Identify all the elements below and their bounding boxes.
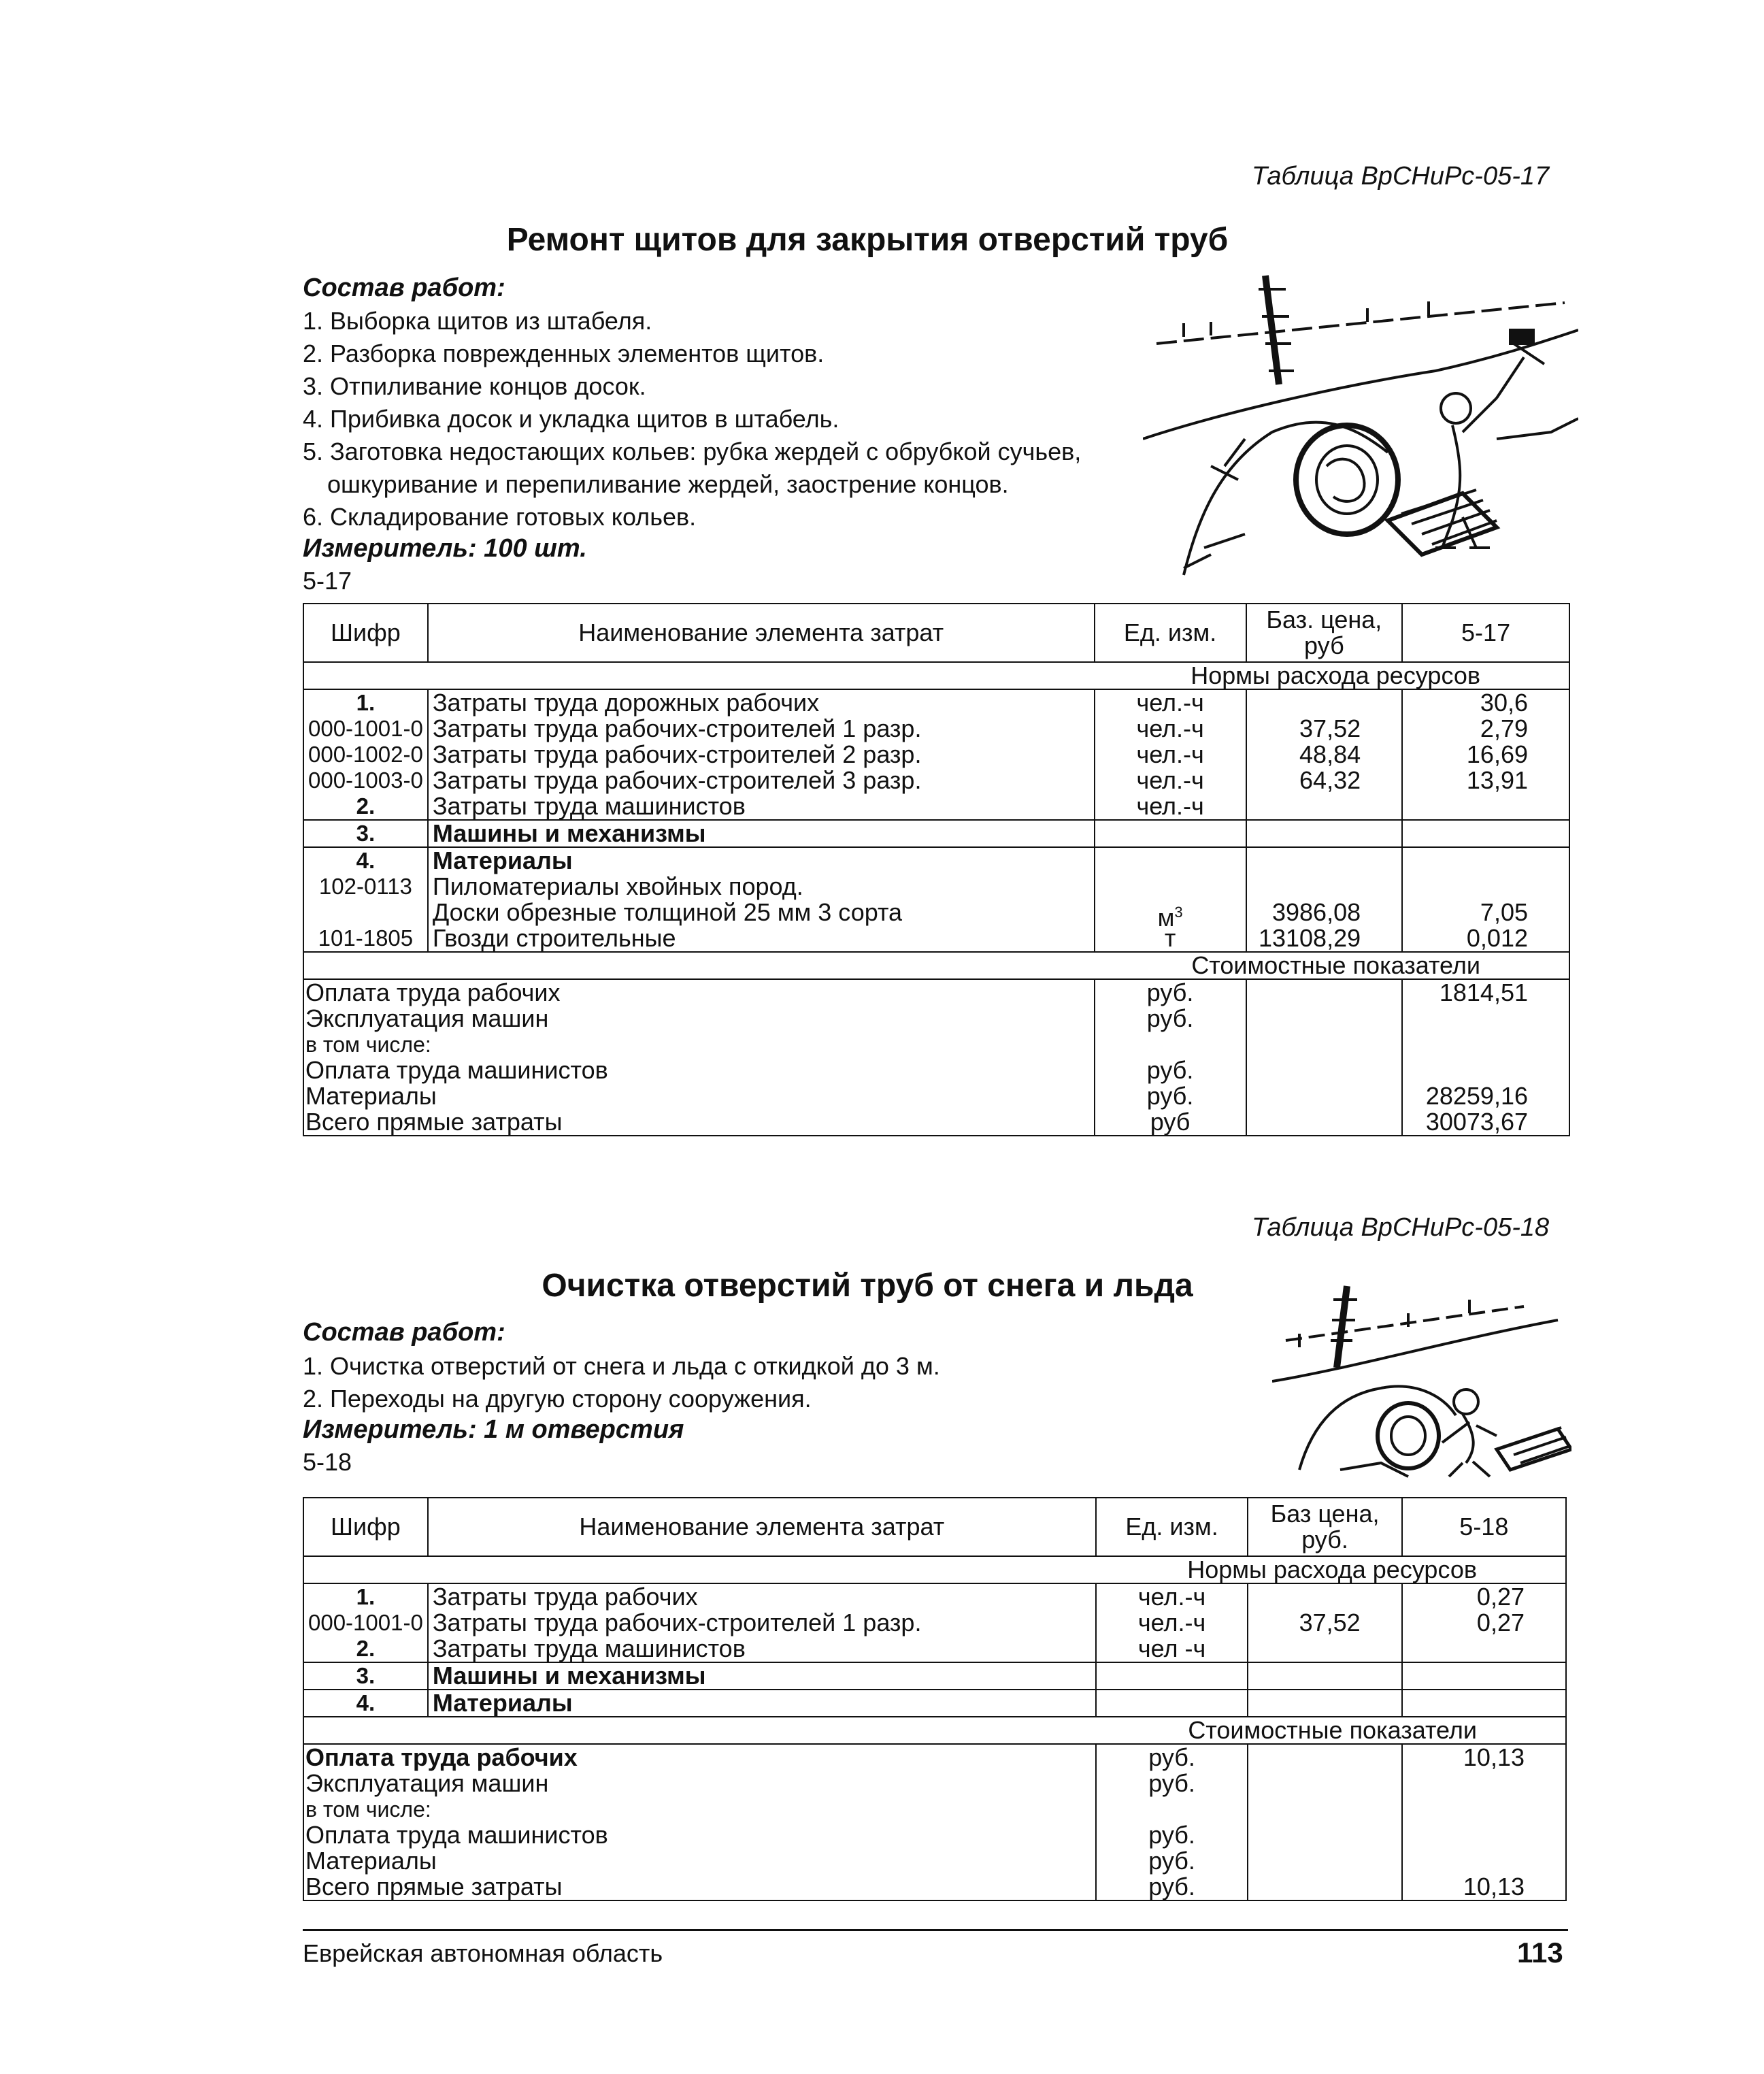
footer-region: Еврейская автономная область bbox=[303, 1939, 663, 1967]
row-code: 4. bbox=[356, 848, 376, 873]
cost-name: Эксплуатация машин bbox=[305, 1004, 549, 1032]
work-item: 1. Очистка отверстий от снега и льда с откидкой до 3 м. bbox=[303, 1352, 940, 1380]
row-price bbox=[1251, 690, 1361, 716]
row-price: 37,52 bbox=[1299, 1609, 1361, 1636]
norm-units bbox=[1096, 1583, 1248, 1662]
cost-value bbox=[1407, 1771, 1525, 1796]
header-price-line2: руб bbox=[1304, 631, 1344, 659]
row-name: Пиломатериалы хвойных пород. bbox=[432, 872, 803, 900]
cost-unit: руб bbox=[1150, 1108, 1191, 1136]
cost-value bbox=[1407, 1848, 1525, 1874]
row-name: Затраты труда рабочих-строителей 1 разр. bbox=[432, 1609, 922, 1636]
cost-unit: руб. bbox=[1148, 1821, 1195, 1849]
page-number: 113 bbox=[1517, 1937, 1563, 1969]
cost-unit bbox=[1101, 1796, 1244, 1822]
section-cost-label: Стоимостные показатели bbox=[303, 952, 1569, 979]
work-list-2 bbox=[303, 1350, 940, 1415]
cost-value: 1814,51 bbox=[1439, 978, 1528, 1006]
cost-unit: руб. bbox=[1146, 1004, 1194, 1032]
cost-names bbox=[303, 1744, 1096, 1900]
cost-value bbox=[1407, 1796, 1525, 1822]
table-code-1: 5-17 bbox=[303, 567, 352, 595]
table-header-row bbox=[303, 604, 1569, 662]
cost-name: Оплата труда машинистов bbox=[305, 1056, 608, 1084]
cost-units bbox=[1096, 1744, 1248, 1900]
cost-value: 10,13 bbox=[1463, 1743, 1525, 1771]
work-item: 4. Прибивка досок и укладка щитов в штабель. bbox=[303, 405, 839, 433]
row-code: 2. bbox=[356, 793, 376, 819]
cost-rows-group bbox=[303, 1744, 1566, 1900]
work-item: 1. Выборка щитов из штабеля. bbox=[303, 307, 652, 335]
work-item: ошкуривание и перепиливание жердей, заострение концов. bbox=[327, 470, 1009, 498]
norm-codes bbox=[303, 1583, 428, 1662]
cost-table-2 bbox=[303, 1497, 1567, 1901]
cost-name: Оплата труда машинистов bbox=[305, 1821, 608, 1849]
cost-value bbox=[1407, 1822, 1525, 1848]
cost-value bbox=[1407, 1057, 1528, 1083]
machines-row bbox=[303, 1662, 1566, 1690]
norm-names bbox=[428, 1583, 1096, 1662]
work-item: 2. Переходы на другую сторону сооружения. bbox=[303, 1385, 812, 1413]
header-column: 5-17 bbox=[1402, 604, 1569, 662]
cost-values bbox=[1402, 1744, 1566, 1900]
row-code: 102-0113 bbox=[318, 874, 412, 899]
row-price: 37,52 bbox=[1299, 714, 1361, 742]
work-label-2: Состав работ: bbox=[303, 1318, 505, 1347]
materials-names bbox=[428, 847, 1095, 952]
header-price-line1: Баз цена, bbox=[1270, 1500, 1380, 1528]
cost-name: Оплата труда рабочих bbox=[305, 978, 561, 1006]
cost-value: 30073,67 bbox=[1425, 1108, 1528, 1136]
row-price: 64,32 bbox=[1299, 766, 1361, 794]
header-price-line1: Баз. цена, bbox=[1266, 606, 1382, 633]
machines-code: 3. bbox=[303, 1662, 428, 1690]
work-list-1 bbox=[303, 305, 1081, 533]
unit-text: м bbox=[1157, 904, 1175, 932]
section-cost-label: Стоимостные показатели bbox=[303, 1717, 1566, 1744]
row-value bbox=[1407, 793, 1528, 819]
row-name: Затраты труда рабочих-строителей 3 разр. bbox=[432, 766, 922, 794]
machines-label: Машины и механизмы bbox=[428, 1662, 1096, 1690]
cost-value bbox=[1407, 1032, 1528, 1057]
machines-row bbox=[303, 820, 1569, 847]
section-norms-label: Нормы расхода ресурсов bbox=[303, 662, 1569, 689]
cost-values bbox=[1402, 979, 1569, 1136]
header-price bbox=[1246, 604, 1403, 662]
pipe-repair-illustration bbox=[1143, 262, 1578, 582]
row-unit: т bbox=[1164, 924, 1176, 952]
cost-name: Оплата труда рабочих bbox=[305, 1743, 578, 1771]
materials-values bbox=[1402, 847, 1569, 952]
cost-name: Материалы bbox=[305, 1847, 437, 1875]
work-item: 3. Отпиливание концов досок. bbox=[303, 372, 646, 400]
row-price: 3986,08 bbox=[1271, 898, 1361, 926]
header-code: Шифр bbox=[303, 604, 428, 662]
header-price-line2: руб. bbox=[1301, 1526, 1348, 1553]
section-title-2: Очистка отверстий труб от снега и льда bbox=[542, 1268, 1193, 1304]
cost-unit: руб. bbox=[1148, 1769, 1195, 1797]
row-value: 0,27 bbox=[1476, 1609, 1525, 1636]
cost-units bbox=[1095, 979, 1246, 1136]
row-code: 000-1001-0 bbox=[308, 716, 423, 741]
row-price: 13108,29 bbox=[1258, 924, 1361, 952]
materials-units bbox=[1095, 847, 1246, 952]
row-price: 48,84 bbox=[1299, 740, 1361, 768]
cost-name: в том числе: bbox=[305, 1032, 431, 1057]
norm-codes bbox=[303, 689, 428, 820]
row-code: 101-1805 bbox=[318, 925, 414, 951]
norm-units bbox=[1095, 689, 1246, 820]
row-value: 0,27 bbox=[1476, 1583, 1525, 1611]
row-name: Гвозди строительные bbox=[432, 924, 676, 952]
row-name: Затраты труда рабочих bbox=[432, 1583, 698, 1611]
cost-name: Эксплуатация машин bbox=[305, 1769, 549, 1797]
cost-unit: руб. bbox=[1148, 1847, 1195, 1875]
cost-name: Всего прямые затраты bbox=[305, 1108, 563, 1136]
cost-unit bbox=[1099, 1032, 1242, 1057]
row-value: 0,012 bbox=[1466, 924, 1528, 952]
row-name: Затраты труда машинистов bbox=[432, 792, 746, 820]
cost-unit: руб. bbox=[1146, 1082, 1194, 1110]
materials-label: Материалы bbox=[428, 1690, 1096, 1717]
row-code: 000-1002-0 bbox=[308, 742, 423, 767]
row-unit bbox=[1099, 900, 1242, 932]
norm-prices bbox=[1246, 689, 1403, 820]
norm-prices bbox=[1248, 1583, 1401, 1662]
materials-group bbox=[303, 847, 1569, 952]
work-label-1: Состав работ: bbox=[303, 274, 505, 302]
cost-name: в том числе: bbox=[305, 1797, 431, 1822]
cost-unit: руб. bbox=[1146, 1056, 1194, 1084]
section-row-norms bbox=[303, 1556, 1566, 1583]
header-name: Наименование элемента затрат bbox=[428, 1498, 1096, 1556]
row-code: 1. bbox=[356, 1584, 376, 1609]
materials-codes bbox=[303, 847, 428, 952]
header-name: Наименование элемента затрат bbox=[428, 604, 1095, 662]
machines-label: Машины и механизмы bbox=[428, 820, 1095, 847]
row-value: 30,6 bbox=[1480, 689, 1528, 717]
cost-value: 28259,16 bbox=[1425, 1082, 1528, 1110]
cost-table-1 bbox=[303, 603, 1570, 1136]
row-price bbox=[1252, 1584, 1360, 1610]
row-code: 000-1001-0 bbox=[308, 1610, 423, 1635]
row-unit: чел.-ч bbox=[1136, 714, 1204, 742]
work-item: 5. Заготовка недостающих кольев: рубка жердей с обрубкой сучьев, bbox=[303, 438, 1082, 465]
row-code: 1. bbox=[356, 690, 376, 715]
section-row-cost bbox=[303, 952, 1569, 979]
row-value: 16,69 bbox=[1466, 740, 1528, 768]
cost-unit: руб. bbox=[1146, 978, 1194, 1006]
row-price bbox=[1252, 1636, 1360, 1662]
section-norms-label: Нормы расхода ресурсов bbox=[303, 1556, 1566, 1583]
materials-prices bbox=[1246, 847, 1403, 952]
materials-code: 4. bbox=[303, 1690, 428, 1717]
norm-values bbox=[1402, 1583, 1566, 1662]
header-code: Шифр bbox=[303, 1498, 428, 1556]
cost-names bbox=[303, 979, 1095, 1136]
row-price bbox=[1251, 793, 1361, 819]
table-name-1: Таблица ВрСНиРс-05-17 bbox=[1252, 162, 1550, 191]
row-name: Затраты труда рабочих-строителей 2 разр. bbox=[432, 740, 922, 768]
row-unit: чел.-ч bbox=[1136, 792, 1204, 820]
row-value: 2,79 bbox=[1480, 714, 1528, 742]
row-value: 13,91 bbox=[1466, 766, 1528, 794]
row-name: Затраты труда рабочих-строителей 1 разр. bbox=[432, 714, 922, 742]
header-column: 5-18 bbox=[1402, 1498, 1566, 1556]
row-unit: чел -ч bbox=[1137, 1634, 1206, 1662]
norm-names bbox=[428, 689, 1095, 820]
materials-label: Материалы bbox=[432, 846, 573, 874]
cost-unit: руб. bbox=[1148, 1873, 1195, 1900]
row-name: Затраты труда дорожных рабочих bbox=[432, 689, 820, 717]
header-unit: Ед. изм. bbox=[1096, 1498, 1248, 1556]
row-unit: чел.-ч bbox=[1136, 766, 1204, 794]
table-header-row bbox=[303, 1498, 1566, 1556]
row-name: Затраты труда машинистов bbox=[432, 1634, 746, 1662]
header-price bbox=[1248, 1498, 1401, 1556]
row-value bbox=[1407, 1636, 1525, 1662]
cost-value bbox=[1407, 1006, 1528, 1032]
materials-row bbox=[303, 1690, 1566, 1717]
table-name-2: Таблица ВрСНиРс-05-18 bbox=[1252, 1213, 1550, 1242]
norm-rows-group bbox=[303, 689, 1569, 820]
table-code-2: 5-18 bbox=[303, 1448, 352, 1476]
section-row-cost bbox=[303, 1717, 1566, 1744]
footer-rule bbox=[303, 1929, 1568, 1931]
row-unit: чел.-ч bbox=[1137, 1609, 1206, 1636]
section-row-norms bbox=[303, 662, 1569, 689]
cost-unit: руб. bbox=[1148, 1743, 1195, 1771]
work-item: 6. Складирование готовых кольев. bbox=[303, 503, 697, 531]
row-value: 7,05 bbox=[1480, 898, 1528, 926]
row-unit: чел.-ч bbox=[1136, 689, 1204, 717]
work-item: 2. Разборка поврежденных элементов щитов. bbox=[303, 340, 825, 367]
snow-clearing-illustration bbox=[1272, 1279, 1571, 1483]
measure-2: Измеритель: 1 м отверстия bbox=[303, 1415, 684, 1444]
row-code: 2. bbox=[356, 1636, 376, 1661]
cost-rows-group bbox=[303, 979, 1569, 1136]
cost-value: 10,13 bbox=[1463, 1873, 1525, 1900]
cost-name: Материалы bbox=[305, 1082, 437, 1110]
unit-sup: 3 bbox=[1174, 904, 1183, 921]
norm-values bbox=[1402, 689, 1569, 820]
row-unit: чел.-ч bbox=[1136, 740, 1204, 768]
machines-code: 3. bbox=[303, 820, 428, 847]
row-unit: чел.-ч bbox=[1137, 1583, 1206, 1611]
norm-rows-group bbox=[303, 1583, 1566, 1662]
section-title-1: Ремонт щитов для закрытия отверстий труб bbox=[506, 222, 1229, 258]
row-code: 000-1003-0 bbox=[308, 768, 423, 793]
measure-1: Измеритель: 100 шт. bbox=[303, 534, 587, 563]
row-name: Доски обрезные толщиной 25 мм 3 сорта bbox=[432, 898, 903, 926]
cost-name: Всего прямые затраты bbox=[305, 1873, 563, 1900]
header-unit: Ед. изм. bbox=[1095, 604, 1246, 662]
